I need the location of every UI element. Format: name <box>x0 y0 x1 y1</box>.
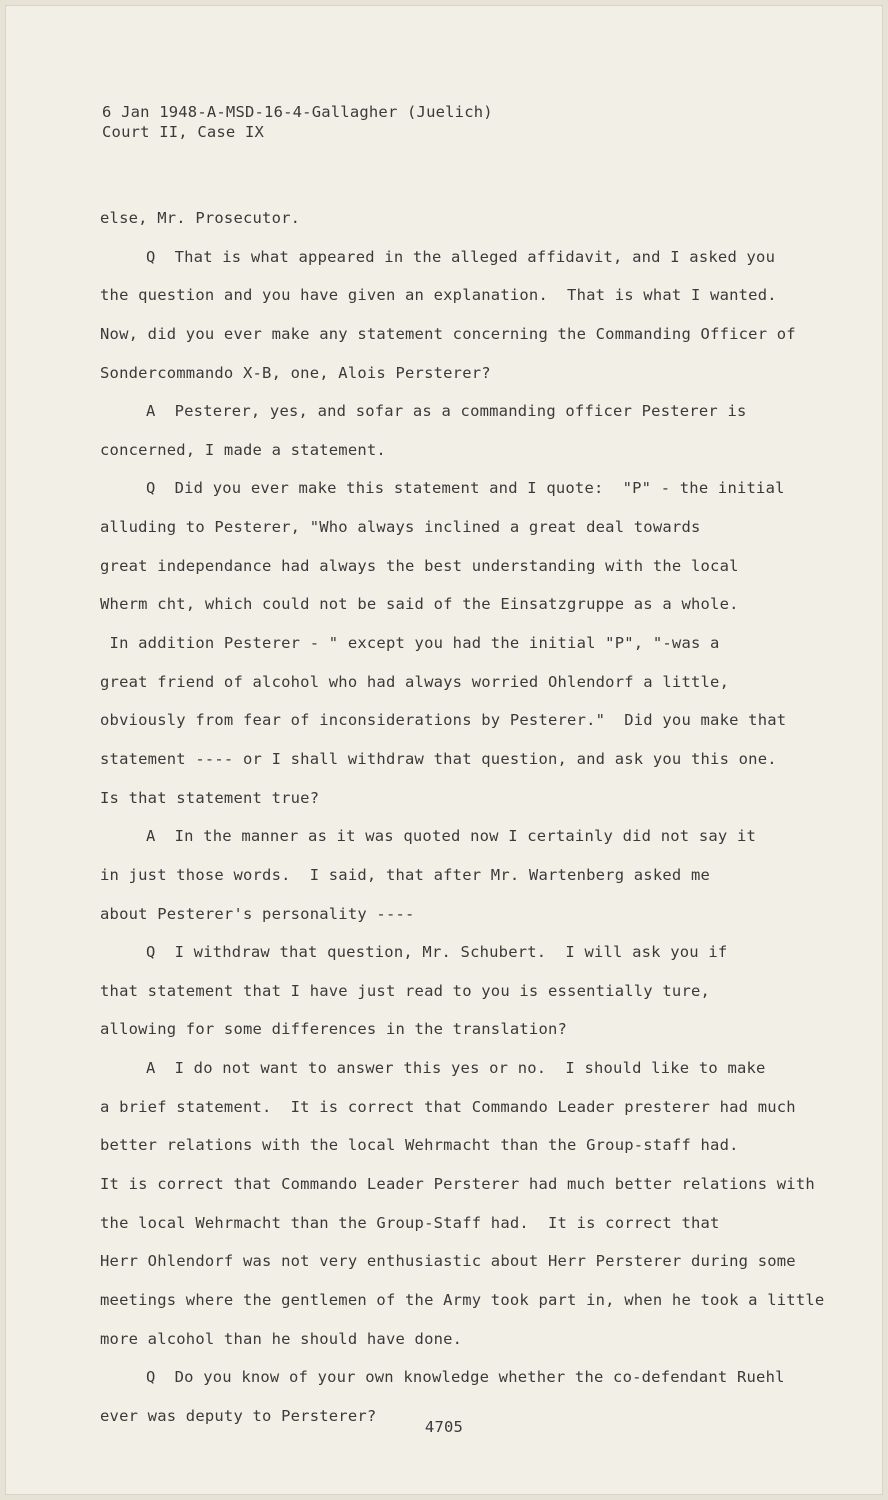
transcript-line: In addition Pesterer - " except you had the initial "P", "-was a <box>100 634 720 653</box>
transcript-line: Q Do you know of your own knowledge whether the co-defendant Ruehl <box>146 1368 785 1387</box>
transcript-line: allowing for some differences in the translation? <box>100 1020 568 1039</box>
transcript-line: that statement that I have just read to you is essentially ture, <box>100 981 711 1000</box>
transcript-line: Wherm cht, which could not be said of the Einsatzgruppe as a whole. <box>100 595 739 614</box>
transcript-line: Sondercommando X-B, one, Alois Persterer? <box>100 363 491 382</box>
transcript-line: else, Mr. Prosecutor. <box>100 209 301 227</box>
transcript-line: a brief statement. It is correct that Commando Leader presterer had much <box>100 1097 796 1116</box>
document-page <box>6 6 882 1494</box>
document-header <box>102 102 493 142</box>
transcript-line: the local Wehrmacht than the Group-Staff had. It is correct that <box>100 1213 720 1232</box>
transcript-line: alluding to Pesterer, "Who always inclined a great deal towards <box>100 518 701 537</box>
transcript-line: statement ---- or I shall withdraw that question, and ask you this one. <box>100 749 777 768</box>
transcript-line: the question and you have given an explanation. That is what I wanted. <box>100 286 777 305</box>
transcript-line: Now, did you ever make any statement concerning the Commanding Officer of <box>100 324 796 343</box>
transcript-line: Q That is what appeared in the alleged affidavit, and I asked you <box>146 247 776 266</box>
page-number: 4705 <box>424 1418 464 1436</box>
transcript-line: Q I withdraw that question, Mr. Schubert. I will ask you if <box>146 943 728 962</box>
transcript-body <box>100 199 840 1436</box>
transcript-line: A In the manner as it was quoted now I certainly did not say it <box>146 827 757 846</box>
header-line-date-reference: 6 Jan 1948-A-MSD-16-4-Gallagher (Juelich) <box>102 103 493 121</box>
transcript-line: in just those words. I said, that after Mr. Wartenberg asked me <box>100 865 711 884</box>
transcript-line: It is correct that Commando Leader Persterer had much better relations with <box>100 1175 815 1194</box>
transcript-line: Q Did you ever make this statement and I quote: "P" - the initial <box>146 479 785 498</box>
transcript-line: A Pesterer, yes, and sofar as a commanding officer Pesterer is <box>146 402 747 421</box>
transcript-line: A I do not want to answer this yes or no. I should like to make <box>146 1059 766 1078</box>
transcript-line: more alcohol than he should have done. <box>100 1329 463 1348</box>
transcript-line: concerned, I made a statement. <box>100 440 386 459</box>
transcript-line: meetings where the gentlemen of the Army took part in, when he took a little <box>100 1290 825 1309</box>
transcript-line: Is that statement true? <box>100 788 320 807</box>
transcript-line: obviously from fear of inconsiderations by Pesterer." Did you make that <box>100 711 787 730</box>
header-line-court-case: Court II, Case IX <box>102 123 265 141</box>
transcript-line: about Pesterer's personality ---- <box>100 904 415 923</box>
transcript-line: Herr Ohlendorf was not very enthusiastic about Herr Persterer during some <box>100 1252 796 1271</box>
transcript-line: great independance had always the best understanding with the local <box>100 556 739 575</box>
transcript-line: great friend of alcohol who had always worried Ohlendorf a little, <box>100 672 730 691</box>
transcript-line: better relations with the local Wehrmacht than the Group-staff had. <box>100 1136 739 1155</box>
transcript-line: ever was deputy to Persterer? <box>100 1406 377 1425</box>
